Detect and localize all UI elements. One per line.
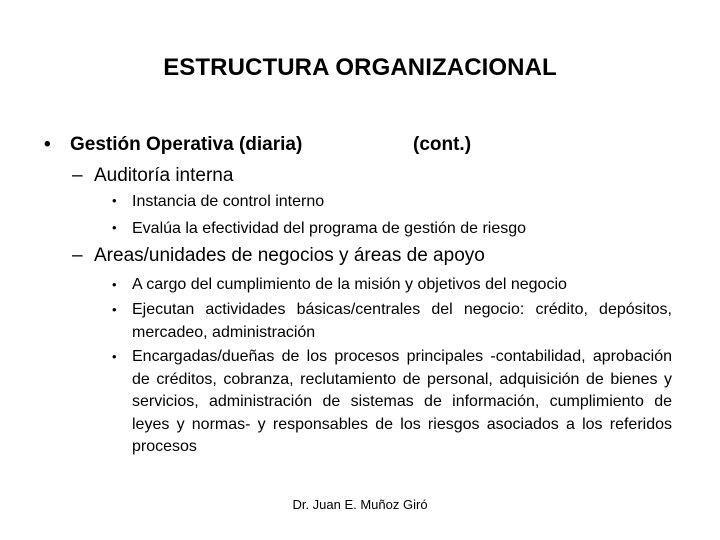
list-item-text: A cargo del cumplimiento de la misión y objetivos del negocio: [132, 276, 567, 293]
dash-icon: –: [72, 245, 83, 266]
list-item: [112, 346, 672, 459]
list-item: [112, 218, 526, 241]
list-item-text: Instancia de control interno: [132, 193, 325, 210]
footer-author: Dr. Juan E. Muñoz Giró: [292, 497, 428, 512]
main-bullet-label: Gestión Operativa (diaria): [70, 134, 303, 155]
list-item: [112, 274, 672, 297]
section-label: Areas/unidades de negocios y áreas de apoyo: [94, 245, 485, 266]
bullet-icon: •: [112, 193, 117, 208]
list-item-text: Ejecutan actividades básicas/centrales del negocio: crédito, depósitos, mercadeo, administración: [132, 301, 672, 341]
bullet-icon: •: [112, 277, 117, 292]
section-label: Auditoría interna: [94, 165, 234, 186]
list-item: [112, 191, 324, 214]
list-item-text: Encargadas/dueñas de los procesos principales -contabilidad, aprobación de créditos, cobranza, reclutamiento de personal, adquisición de bienes y servicios, administración de sistemas de información, cumplimiento de leyes y normas- y responsables de los riesgos asociados a los referidos procesos: [132, 348, 672, 455]
bullet-icon: •: [112, 220, 117, 235]
slide-title: ESTRUCTURA ORGANIZACIONAL: [163, 54, 557, 81]
bullet-icon: •: [44, 134, 51, 155]
bullet-icon: •: [112, 302, 117, 317]
section-heading-auditoria: [72, 165, 233, 187]
list-item-text: Evalúa la efectividad del programa de gestión de riesgo: [132, 220, 527, 237]
cont-label: (cont.): [413, 134, 472, 155]
section-heading-areas: [72, 245, 485, 267]
main-bullet: [44, 134, 472, 156]
dash-icon: –: [72, 165, 83, 186]
bullet-icon: •: [112, 349, 117, 364]
list-item: [112, 299, 672, 344]
